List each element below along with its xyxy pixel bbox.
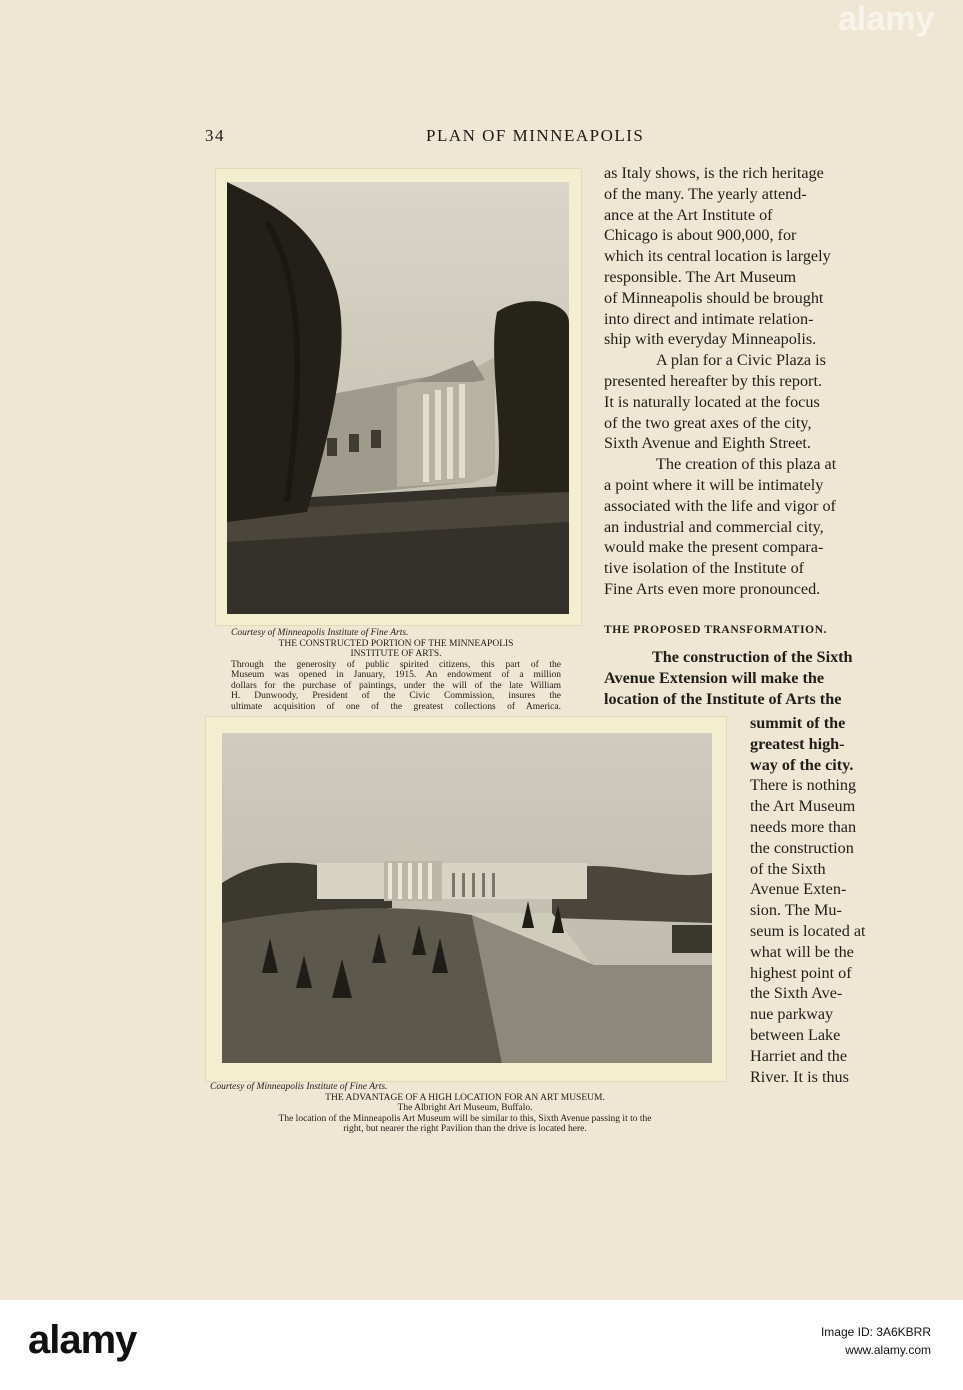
- watermark: alamy: [838, 0, 935, 38]
- bold-lead: [604, 647, 878, 709]
- section-heading: THE PROPOSED TRANSFORMATION.: [604, 624, 828, 636]
- text-line: of the two great axes of the city,: [604, 413, 812, 432]
- narrow-line: greatest high-: [750, 734, 845, 753]
- text-line: as Italy shows, is the rich heritage: [604, 164, 824, 182]
- narrow-column: [750, 713, 878, 1087]
- body-column: [604, 163, 878, 600]
- image-id: Image ID: 3A6KBRR: [820, 1325, 931, 1339]
- narrow-line: River. It is thus: [750, 1067, 849, 1086]
- text-line: Fine Arts even more pronounced.: [604, 579, 821, 598]
- narrow-line: nue parkway: [750, 1005, 834, 1024]
- page-number: 34: [205, 126, 225, 145]
- figure1-body-line: ultimate acquisition of one of the greatest collections of America.: [231, 701, 561, 712]
- narrow-line: summit of the: [750, 714, 846, 732]
- figure2-body-line1: The location of the Minneapolis Art Museum will be similar to this, Sixth Avenue passing it to the: [278, 1113, 652, 1124]
- running-title: PLAN OF MINNEAPOLIS: [426, 126, 645, 145]
- figure1-body-line: Museum was opened in January, 1915. An endowment of a million: [231, 670, 561, 680]
- text-line: A plan for a Civic Plaza is: [656, 351, 826, 370]
- narrow-line: seum is located at: [750, 921, 866, 940]
- text-line: responsible. The Art Museum: [604, 267, 797, 286]
- text-line: a point where it will be intimately: [604, 475, 824, 494]
- bold-lead-line: The construction of the Sixth: [652, 648, 853, 666]
- museum-photo: [227, 182, 569, 614]
- text-line: an industrial and commercial city,: [604, 517, 824, 536]
- figure2-body-line2: right, but nearer the right Pavilion than the drive is located here.: [343, 1124, 587, 1134]
- figure1-body-line: H. Dunwoody, President of the Civic Commission, insures the: [231, 691, 561, 701]
- narrow-line: Avenue Exten-: [750, 880, 847, 899]
- stock-footer: [0, 1300, 963, 1390]
- figure2-title: THE ADVANTAGE OF A HIGH LOCATION FOR AN ART MUSEUM.: [325, 1092, 605, 1103]
- narrow-line: way of the city.: [750, 755, 854, 774]
- bold-lead-line: Avenue Extension will make the: [604, 668, 825, 687]
- figure2-caption: [210, 1082, 720, 1135]
- alamy-url[interactable]: www.alamy.com: [845, 1343, 931, 1357]
- figure2-subtitle: The Albright Art Museum, Buffalo.: [397, 1103, 533, 1113]
- narrow-line: what will be the: [750, 942, 854, 961]
- narrow-line: highest point of: [750, 963, 852, 982]
- narrow-line: the construction: [750, 838, 854, 857]
- text-line: ance at the Art Institute of: [604, 205, 773, 224]
- figure1-credit: Courtesy of Minneapolis Institute of Fine Arts.: [231, 628, 409, 638]
- alamy-logo: alamy: [28, 1318, 137, 1362]
- text-line: Sixth Avenue and Eighth Street.: [604, 434, 811, 453]
- narrow-line: of the Sixth: [750, 859, 826, 878]
- figure2-credit: Courtesy of Minneapolis Institute of Fine Arts.: [210, 1082, 388, 1092]
- narrow-line: the Art Museum: [750, 797, 856, 816]
- text-line: into direct and intimate relation-: [604, 309, 814, 328]
- text-line: ship with everyday Minneapolis.: [604, 330, 817, 349]
- text-line: would make the present compara-: [604, 538, 824, 557]
- text-line: It is naturally located at the focus: [604, 392, 820, 411]
- narrow-line: Harriet and the: [750, 1046, 848, 1065]
- text-line: which its central location is largely: [604, 247, 831, 266]
- narrow-line: between Lake: [750, 1025, 841, 1044]
- text-line: presented hereafter by this report.: [604, 371, 822, 390]
- text-line: Chicago is about 900,000, for: [604, 226, 797, 245]
- figure1-title-line1: THE CONSTRUCTED PORTION OF THE MINNEAPOLIS: [278, 638, 514, 649]
- figure1-caption: [231, 628, 561, 712]
- narrow-line: needs more than: [750, 817, 857, 836]
- text-line: The creation of this plaza at: [656, 455, 837, 474]
- figure1-body-line: dollars for the purchase of paintings, under the will of the late William: [231, 680, 561, 691]
- narrow-line: sion. The Mu-: [750, 901, 842, 920]
- figure1-body-line: Through the generosity of public spirited citizens, this part of the: [231, 659, 561, 670]
- text-line: tive isolation of the Institute of: [604, 559, 805, 578]
- text-line: of Minneapolis should be brought: [604, 288, 824, 307]
- narrow-line: the Sixth Ave-: [750, 984, 843, 1003]
- bold-lead-line: location of the Institute of Arts the: [604, 689, 842, 708]
- text-line: associated with the life and vigor of: [604, 496, 836, 515]
- narrow-line: There is nothing: [750, 776, 857, 795]
- figure1-title-line2: INSTITUTE OF ARTS.: [350, 649, 442, 659]
- text-line: of the many. The yearly attend-: [604, 184, 807, 203]
- albright-museum-photo: [222, 733, 712, 1063]
